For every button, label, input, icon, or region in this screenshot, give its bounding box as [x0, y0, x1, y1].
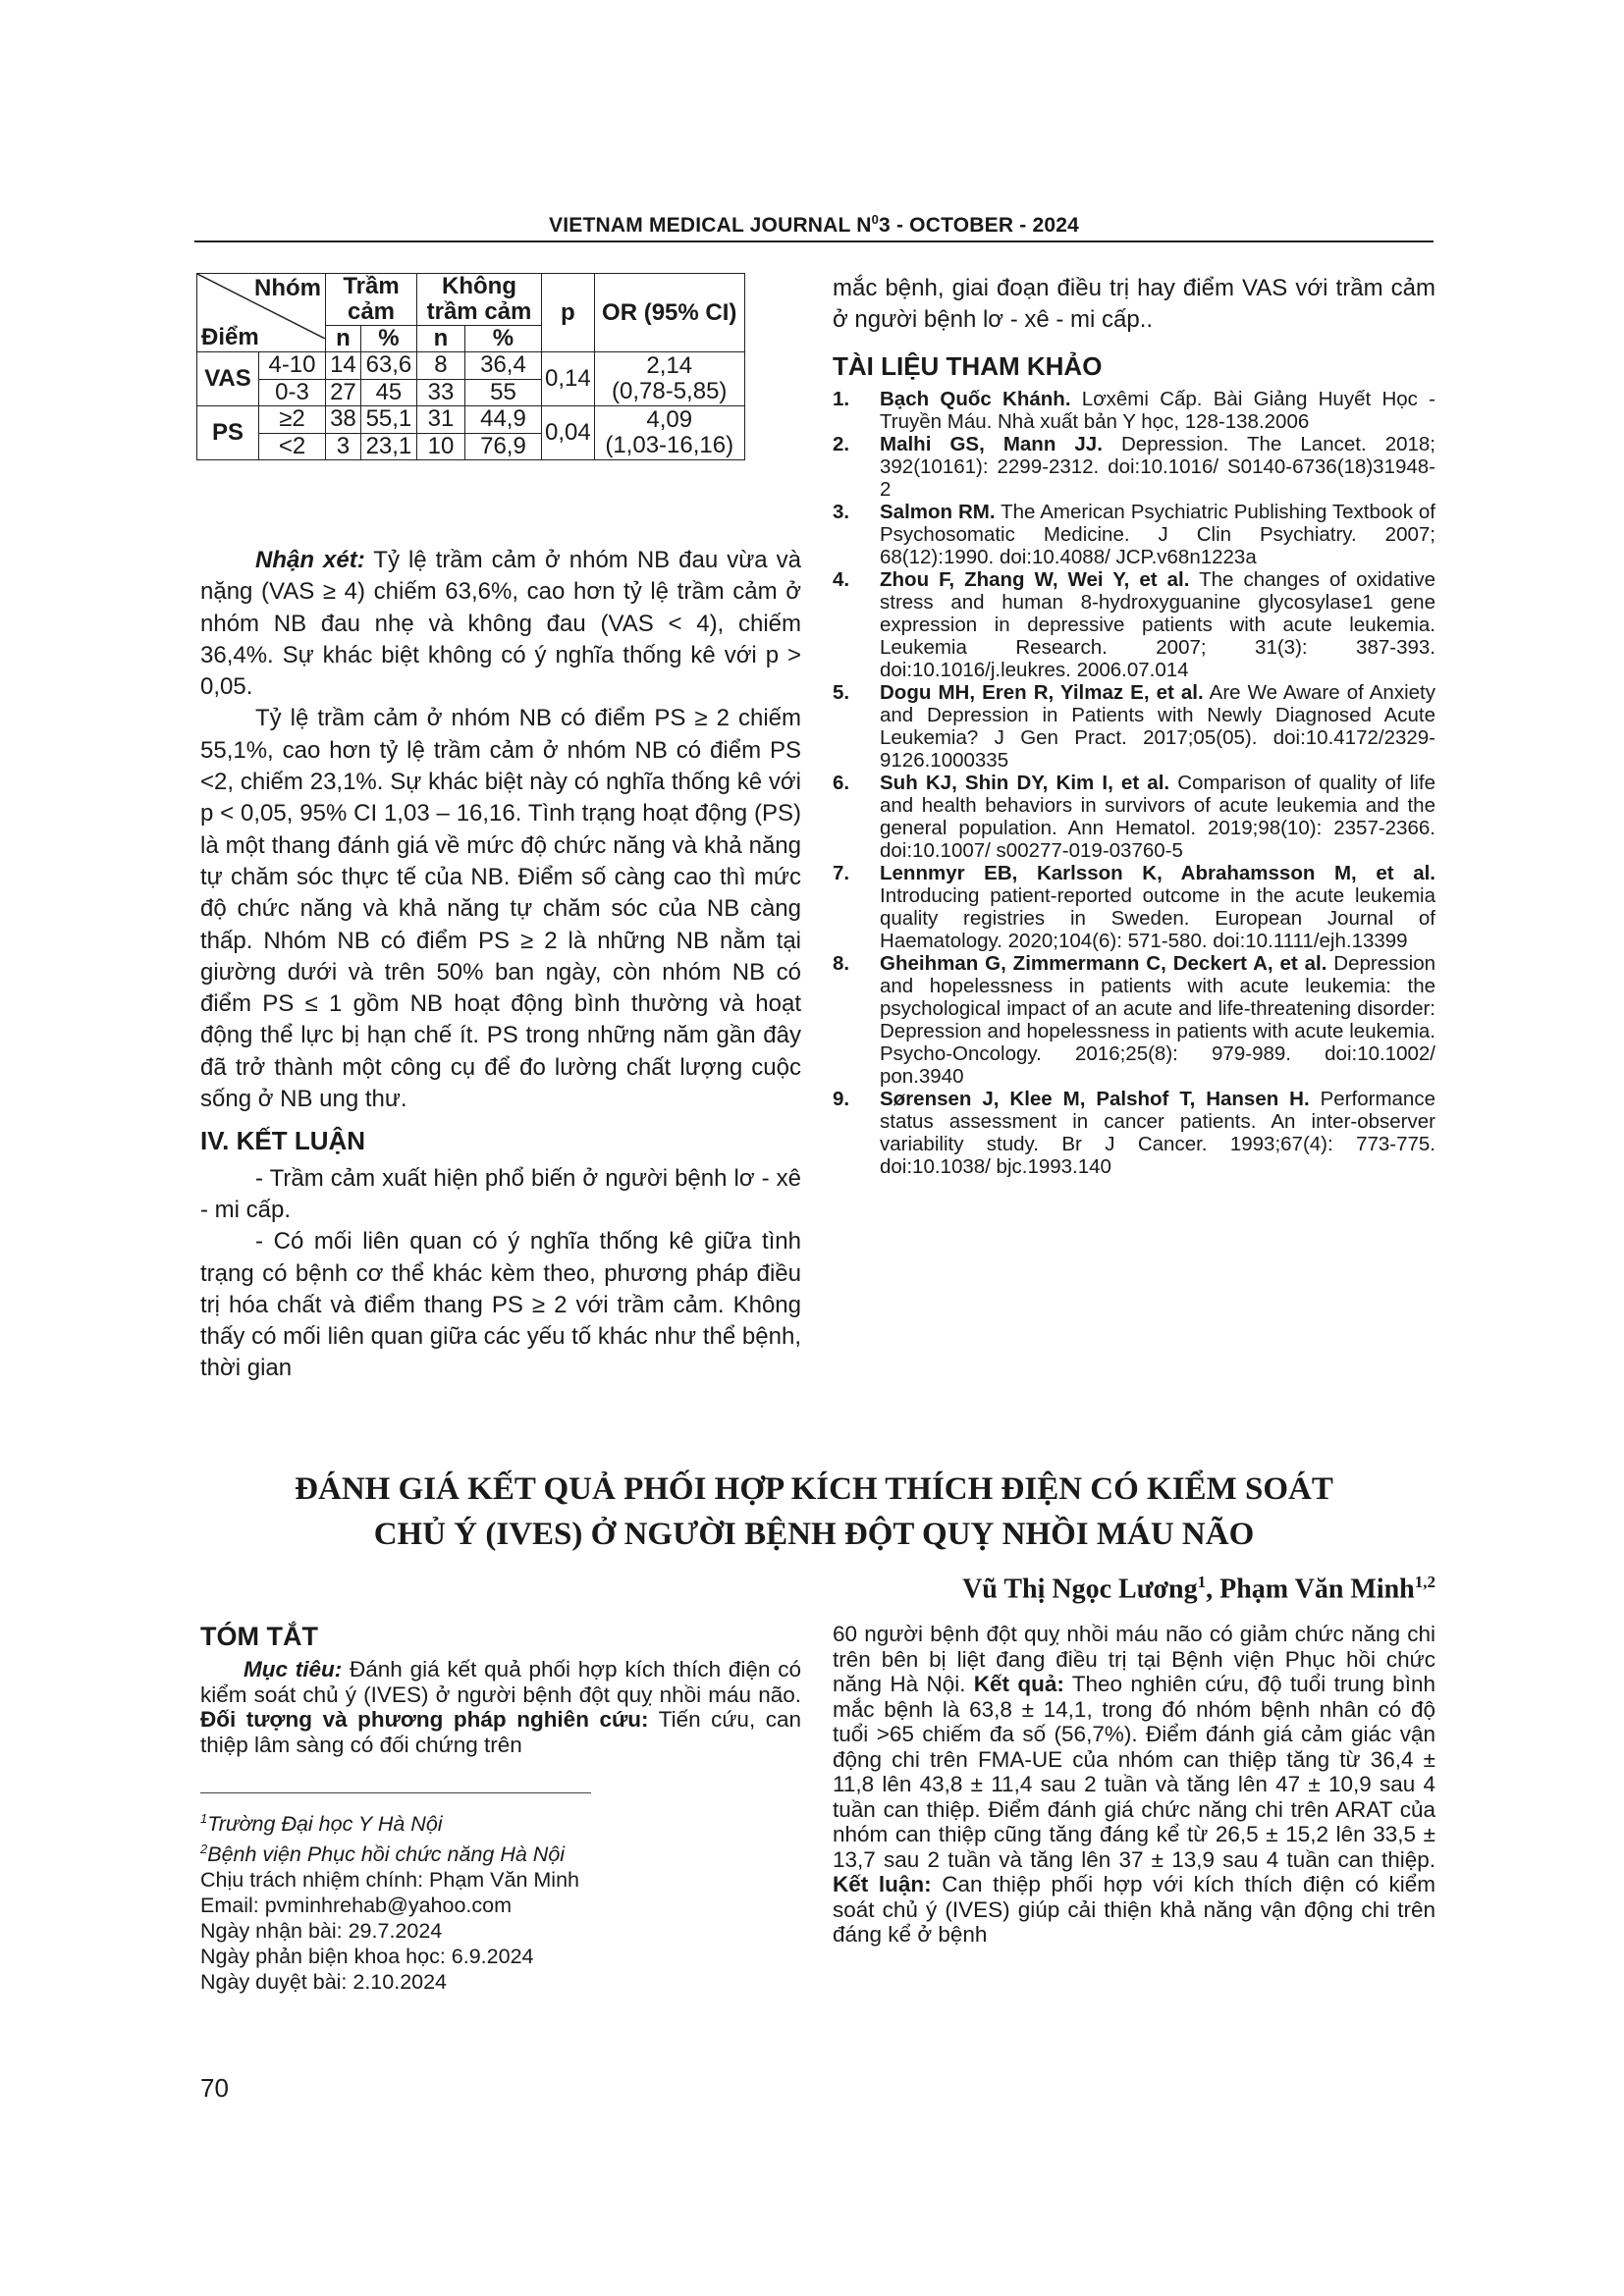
date-reviewed: Ngày phản biện khoa học: 6.9.2024 — [200, 1945, 534, 1969]
remark-label: Nhận xét: — [255, 547, 365, 573]
abstract-right: 60 người bệnh đột quỵ nhồi máu não có giảm chức năng chi trên bên bị liệt đang điều trị tại Bệnh viện Phục hồi chức năng Hà Nội. Kết quả: Theo nghiên cứu, độ tuổi trung bình mắc bệnh là 63,8 ± 14,1, trong đó nhóm bệnh nhân có độ tuổi >65 chiếm đa số (56,7%). Điểm đánh giá cảm giác vận động chi trên FMA-UE của nhóm can thiệp tăng từ 36,4 ± 11,8 lên 43,8 ± 11,4 sau 2 tuần và tăng lên 47 ± 10,9 sau 4 tuần can thiệp. Điểm đánh giá chức năng chi trên ARAT của nhóm can thiệp cũng tăng đáng kể từ 26,5 ± 15,2 lên 33,5 ± 13,7 sau 2 tuần và tăng lên 37 ± 13,9 sau 4 tuần can thiệp. Kết luận: Can thiệp phối hợp với kích thích điện có kiểm soát chủ ý (IVES) giúp cải thiện khả năng vận động chi trên đáng kể ở bệnh — [833, 1622, 1435, 1947]
reference-authors: Bạch Quốc Khánh. — [880, 387, 1071, 410]
reference-item — [833, 433, 1435, 501]
cell: 10 — [417, 433, 465, 460]
references-heading: TÀI LIỆU THAM KHẢO — [833, 350, 1103, 381]
cell: 31 — [417, 406, 465, 434]
reference-citation: Depression. The Lancet. 2018; 392(10161): 2299-2312. doi:10.1016/ S0140-6736(18)31948-2 — [880, 432, 1435, 501]
p-value: 0,14 — [542, 352, 595, 406]
corner-bottom-label: Điểm — [201, 324, 259, 350]
reference-text — [880, 388, 1435, 433]
cell: 23,1 — [360, 433, 416, 460]
header-n: n — [417, 326, 465, 352]
left-column — [200, 545, 801, 1385]
reference-text — [880, 433, 1435, 501]
remark-paragraph: Nhận xét: Tỷ lệ trầm cảm ở nhóm NB đau vừa và nặng (VAS ≥ 4) chiếm 63,6%, cao hơn tỷ lệ trầm cảm ở nhóm NB đau nhẹ và không đau (VAS < 4), chiếm 36,4%. Sự khác biệt không có ý nghĩa thống kê với p > 0,05. — [200, 547, 801, 701]
reference-item — [833, 681, 1435, 772]
paragraph: mắc bệnh, giai đoạn điều trị hay điểm VAS với trầm cảm ở người bệnh lơ - xê - mi cấp.. — [833, 275, 1435, 334]
reference-item — [833, 772, 1435, 862]
reference-citation: Performance status assessment in cancer patients. An inter-observer variability study. Br J Cancer. 1993;67(4): 773-775. doi:10.1038/ bjc.1993.140 — [880, 1087, 1435, 1178]
table-row — [197, 352, 745, 380]
date-received: Ngày nhận bài: 29.7.2024 — [200, 1919, 443, 1944]
reference-citation: The American Psychiatric Publishing Textbook of Psychosomatic Medicine. J Clin Psychiatry. 2007; 68(12):1990. doi:10.4088/ JCP.v68n1223a — [880, 500, 1435, 568]
cell: 44,9 — [464, 406, 541, 434]
abstract-left: Mục tiêu: Đánh giá kết quả phối hợp kích thích điện có kiểm soát chủ ý (IVES) ở người bệnh đột quỵ nhồi máu não. Đối tượng và phương pháp nghiên cứu: Tiến cứu, can thiệp lâm sàng có đối chứng trên — [200, 1657, 802, 1757]
date-accepted: Ngày duyệt bài: 2.10.2024 — [200, 1970, 448, 1995]
reference-list — [833, 388, 1435, 1178]
reference-authors: Gheihman G, Zimmermann C, Deckert A, et al. — [880, 951, 1327, 975]
level-label: ≥2 — [259, 406, 325, 434]
table-corner-cell — [197, 274, 326, 352]
reference-number: 2. — [833, 432, 850, 455]
reference-authors: Sørensen J, Klee M, Palshof T, Hansen H. — [880, 1087, 1310, 1110]
cell: 14 — [326, 352, 361, 380]
running-header: VIETNAM MEDICAL JOURNAL $N^03$ - OCTOBER - 2024 — [549, 212, 1079, 237]
level-label: 4-10 — [259, 352, 325, 380]
summary-heading: TÓM TẮT — [200, 1622, 318, 1651]
cell: 76,9 — [464, 433, 541, 460]
section-heading: IV. KẾT LUẬN — [200, 1126, 366, 1156]
reference-citation: Lơxêmi Cấp. Bài Giảng Huyết Học - Truyền Máu. Nhà xuất bản Y học, 128-138.2006 — [880, 387, 1435, 433]
reference-number: 7. — [833, 861, 850, 884]
email: Email: pvminhrehab@yahoo.com — [200, 1894, 512, 1918]
header-depression: Trầm cảm — [326, 274, 417, 326]
reference-text — [880, 501, 1435, 568]
p-value: 0,04 — [542, 406, 595, 460]
affiliation-2: $^2$Bệnh viện Phục hồi chức năng Hà Nội — [200, 1842, 566, 1867]
header-pct: % — [360, 326, 416, 352]
results-table — [196, 273, 745, 460]
reference-number: 9. — [833, 1087, 850, 1110]
article-title: ĐÁNH GIÁ KẾT QUẢ PHỐI HỢP KÍCH THÍCH ĐIỆN CÓ KIỂM SOÁT CHỦ Ý (IVES) Ở NGƯỜI BỆNH ĐỘT QUỴ NHỒI MÁU NÃO — [295, 1471, 1333, 1552]
reference-authors: Malhi GS, Mann JJ. — [880, 432, 1103, 455]
table-row — [197, 406, 745, 434]
cell: 38 — [326, 406, 361, 434]
paragraph: - Trầm cảm xuất hiện phổ biến ở người bệnh lơ - xê - mi cấp. — [200, 1164, 801, 1223]
page-number: 70 — [200, 2073, 229, 2103]
reference-item — [833, 388, 1435, 433]
header-pct: % — [464, 326, 541, 352]
header-rule — [194, 240, 1434, 242]
reference-number: 5. — [833, 680, 850, 704]
cell: 55,1 — [360, 406, 416, 434]
header-n: n — [326, 326, 361, 352]
reference-text — [880, 568, 1435, 681]
paragraph: - Có mối liên quan có ý nghĩa thống kê giữa tình trạng có bệnh cơ thể khác kèm theo, phương pháp điều trị hóa chất và điểm thang PS ≥ 2 với trầm cảm. Không thấy có mối liên quan giữa các yếu tố khác như thể bệnh, thời gian — [200, 1228, 801, 1382]
reference-authors: Zhou F, Zhang W, Wei Y, et al. — [880, 567, 1190, 591]
or-value: 2,14 — [646, 352, 693, 379]
reference-authors: Salmon RM. — [880, 500, 996, 523]
reference-citation: Introducing patient-reported outcome in the acute leukemia quality registries in Sweden. European Journal of Haematology. 2020;104(6): 571-580. doi:10.1111/ejh.13399 — [880, 883, 1435, 952]
authors: Vũ Thị Ngọc Lương$^1$, Phạm Văn Minh$^{1,2}$ — [962, 1573, 1435, 1605]
ci-value: (0,78-5,85) — [612, 378, 728, 404]
or-value: 4,09 — [646, 406, 693, 433]
cell: 36,4 — [464, 352, 541, 380]
reference-item — [833, 952, 1435, 1088]
reference-citation: The changes of oxidative stress and human 8-hydroxyguanine glycosylase1 gene expression in depressive patients with acute leukemia. Leukemia Research. 2007; 31(3): 387-393. doi:10.1016/j.leukres. 2006.07.014 — [880, 567, 1435, 681]
cell: 63,6 — [360, 352, 416, 380]
level-label: <2 — [278, 432, 306, 459]
cell: 27 — [326, 379, 361, 406]
header-no-depression: Không trầm cảm — [417, 274, 542, 326]
reference-number: 3. — [833, 500, 850, 523]
reference-item — [833, 568, 1435, 681]
reference-authors: Lennmyr EB, Karlsson K, Abrahamsson M, et al. — [880, 861, 1435, 884]
reference-item — [833, 862, 1435, 952]
reference-number: 8. — [833, 951, 850, 975]
reference-authors: Suh KJ, Shin DY, Kim I, et al. — [880, 771, 1170, 794]
reference-text — [880, 952, 1435, 1088]
reference-citation: Comparison of quality of life and health behaviors in survivors of acute leukemia and the general population. Ann Hematol. 2019;98(10): 2357-2366. doi:10.1007/ s00277-019-03760-5 — [880, 771, 1435, 862]
footnote-rule — [200, 1792, 591, 1793]
reference-authors: Dogu MH, Eren R, Yilmaz E, et al. — [880, 680, 1204, 704]
reference-text — [880, 772, 1435, 862]
reference-text — [880, 862, 1435, 952]
cell: 45 — [360, 379, 416, 406]
corresponding-author: Chịu trách nhiệm chính: Phạm Văn Minh — [200, 1868, 580, 1893]
group-label: VAS — [197, 352, 259, 405]
or-cell — [594, 406, 744, 460]
reference-number: 6. — [833, 771, 850, 794]
reference-text — [880, 1088, 1435, 1178]
reference-item — [833, 1088, 1435, 1178]
cell: 55 — [464, 379, 541, 406]
group-label: PS — [197, 406, 259, 459]
right-column — [833, 273, 1435, 1178]
level-label: 0-3 — [275, 378, 309, 405]
header-p: p — [542, 274, 595, 352]
ci-value: (1,03-16,16) — [605, 432, 734, 458]
reference-number: 1. — [833, 387, 850, 410]
affiliation-1: $^1$Trường Đại học Y Hà Nội — [200, 1811, 443, 1837]
reference-item — [833, 501, 1435, 568]
reference-text — [880, 681, 1435, 772]
corner-top-label: Nhóm — [254, 275, 321, 301]
reference-number: 4. — [833, 567, 850, 591]
cell: 33 — [417, 379, 465, 406]
footnotes — [200, 1806, 579, 1995]
cell: 3 — [326, 433, 361, 460]
reference-citation: Depression and hopelessness in patients with acute leukemia: the psychological impact of an acute and life-threatening disorder: Depression and hopelessness in patients with acute leukemia. Psycho-Oncology. 2016;25(8): 979-989. doi:10.1002/ pon.3940 — [880, 951, 1435, 1088]
header-or: OR (95% CI) — [594, 274, 744, 352]
or-cell — [594, 352, 744, 406]
reference-citation: Are We Aware of Anxiety and Depression in Patients with Newly Diagnosed Acute Leukemia? J Gen Pract. 2017;05(05). doi:10.4172/2329-9126.1000335 — [880, 680, 1435, 772]
paragraph: Tỷ lệ trầm cảm ở nhóm NB có điểm PS ≥ 2 chiếm 55,1%, cao hơn tỷ lệ trầm cảm ở nhóm NB có điểm PS <2, chiếm 23,1%. Sự khác biệt này có nghĩa thống kê với p < 0,05, 95% CI 1,03 – 16,16. Tình trạng hoạt động (PS) là một thang đánh giá về mức độ chức năng và khả năng tự chăm sóc thực tế của NB. Điểm số càng cao thì mức độ chức năng và khả năng tự chăm sóc của NB càng thấp. Nhóm NB có điểm PS ≥ 2 là những NB nằm tại giường dưới và trên 50% ban ngày, còn nhóm NB có điểm PS ≤ 1 gồm NB hoạt động bình thường và hoạt động thể lực bị hạn chế ít. PS trong những năm gần đây đã trở thành một công cụ để đo lường chất lượng cuộc sống ở NB ung thư. — [200, 705, 801, 1113]
cell: 8 — [417, 352, 465, 380]
